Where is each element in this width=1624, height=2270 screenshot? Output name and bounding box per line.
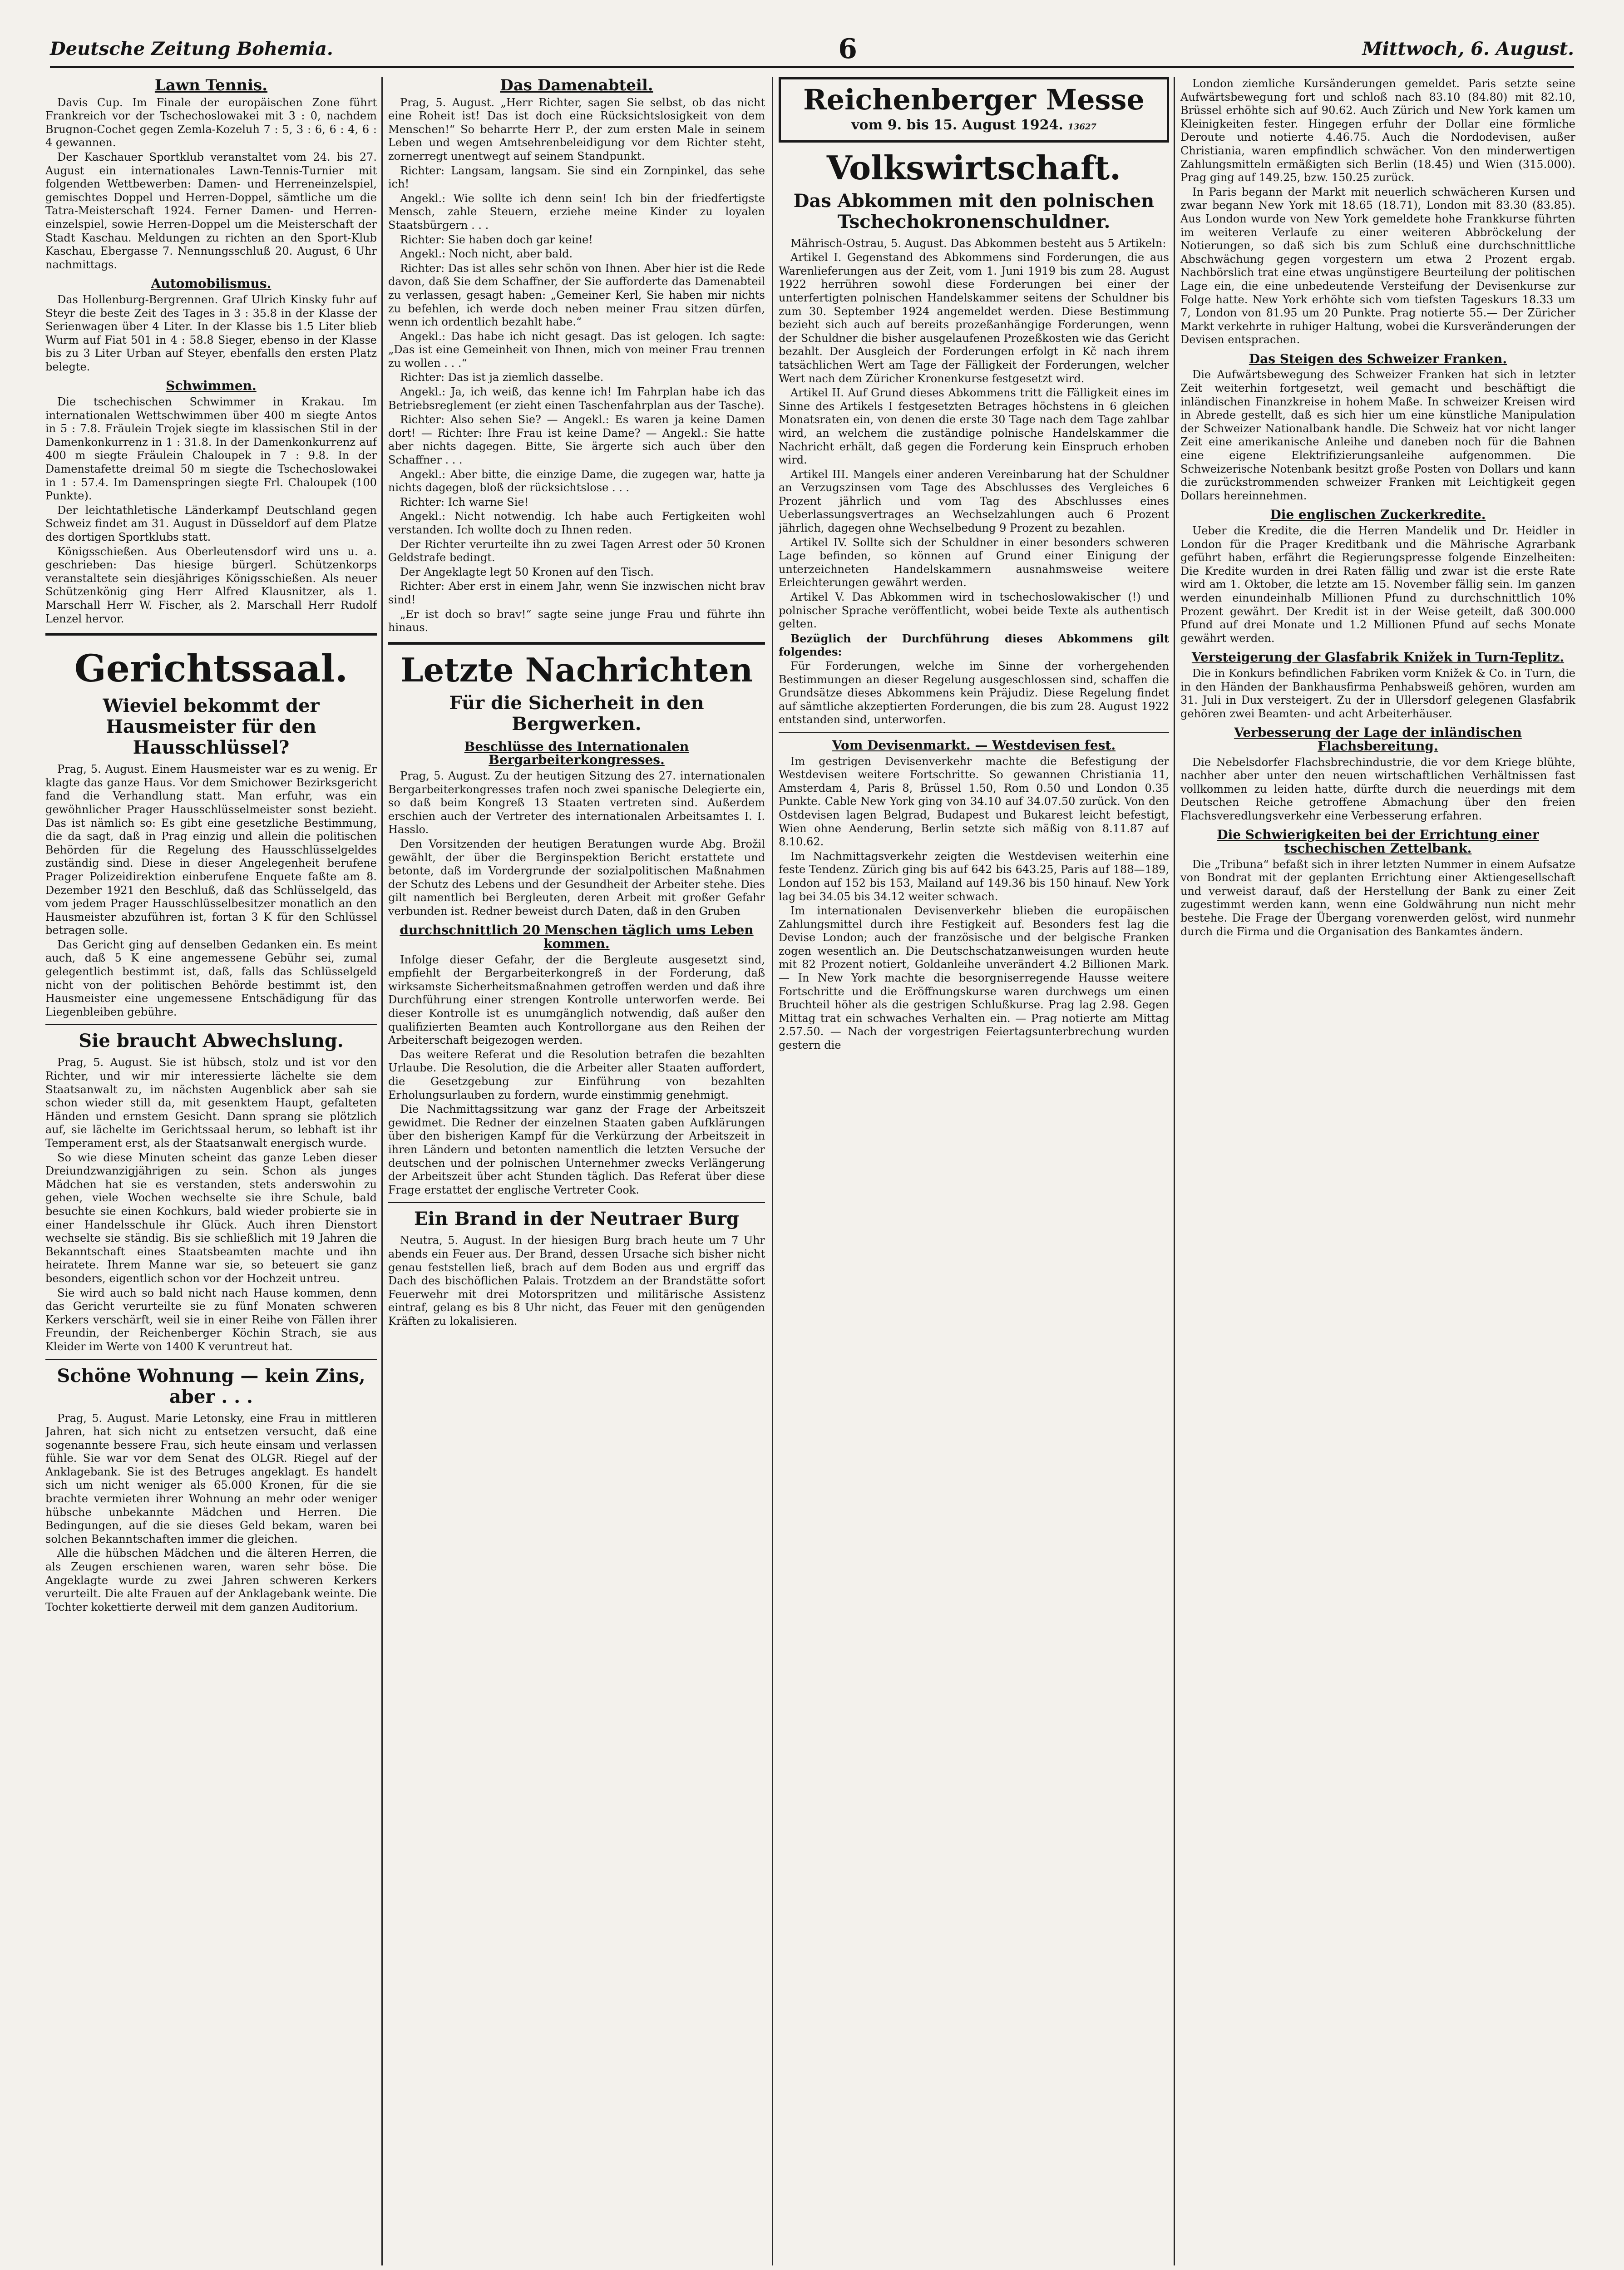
sport-heading: Lawn Tennis.	[154, 77, 268, 94]
article-paragraph: Neutra, 5. August. In der hiesigen Burg brach heute um 7 Uhr abends ein Feuer aus. Der Brand, dessen Ursache sich bisher nicht genau feststellen ließ, brach auf dem Boden aus und ergriff das Dach des bischöflichen Palais. Trotzdem an der Brandstätte sofort Feuerwehr mit drei Motorspritzen und militärische Assistenz eintraf, gelang es bis 8 Uhr nicht, das Feuer mit den genügenden Kräften zu lokalisieren.	[388, 1234, 765, 1327]
article-paragraph: Der leichtathletische Länderkampf Deutschland gegen Schweiz findet am 31. August in Düsseldorf auf dem Platze des dortigen Sportklubs statt.	[45, 503, 377, 543]
article-paragraph: Bezüglich der Durchführung dieses Abkommens gilt folgendes:	[779, 632, 1169, 659]
article-paragraph: Den Vorsitzenden der heutigen Beratungen wurde Abg. Brožil gewählt, der über die Berginspektion Bericht erstattete und betonte, daß im Vordergrunde der sozialpolitischen Maßnahmen der Schutz des Lebens und der Gesundheit der Arbeiter stehe. Dies gilt namentlich bei Bergleuten, deren Arbeit mit großer Gefahr verbunden ist. Redner beweist durch Daten, daß in den Gruben	[388, 837, 765, 918]
article-headline: Wieviel bekommt der Hausmeister für den Hausschlüssel?	[103, 695, 320, 759]
article-paragraph: Prag, 5. August. Einem Hausmeister war es zu wenig. Er klagte das ganze Haus. Vor dem Smichower Bezirksgericht fand die Verhandlung statt. Man erfuhr, was ein gewöhnlicher Prager Hausschlüsselmeister sonst bezieht. Das ist nämlich so: Es gibt eine gesetzliche Bestimmung, die da sagt, daß in Prag einzig und allein die politischen Behörden für die Regelung des Hausschlüsselgeldes zuständig sind. Diese in dieser Angelegenheit berufene Prager Polizeidirektion einberufene Enquete faßte am 8. Dezember 1921 den Beschluß, daß das Schlüsselgeld, das vom jedem Prager Hausschlüsselbesitzer monatlich an den Hausmeister abzuführen ist, fortan 3 K für den Schlüssel betragen solle.	[45, 763, 377, 937]
article-paragraph: Die Aufwärtsbewegung des Schweizer Franken hat sich in letzter Zeit weiterhin fortgesetzt, weil gemacht und beschäftigt die inländischen Finanzkreise in hohem Maße. In schweizer Kreisen wird in Abrede gestellt, daß es sich hier um eine künstliche Manipulation der Schweizer Nationalbank handle. Die Schweiz hat vor nicht langer Zeit eine amerikanische Anleihe und daneben noch für die Bahnen eine eigene Elektrifizierungsanleihe aufgenommen. Die Schweizerische Notenbank besitzt große Posten von Dollars und kann die zurückstrommenden schweizer Franken mit Leichtigkeit gegen Dollars hereinnehmen.	[1180, 368, 1575, 502]
article-divider	[45, 1024, 377, 1025]
section-heading: Automobilismus.	[151, 276, 271, 291]
article-paragraph: Richter: Ich warne Sie!	[400, 495, 529, 508]
article-divider	[45, 1359, 377, 1360]
article-headline: Vom Devisenmarkt. — Westdevisen fest.	[832, 737, 1116, 753]
article-paragraph: Die tschechischen Schwimmer in Krakau. Im internationalen Wettschwimmen über 400 m siegte Antos in 5 : 7.8. Fräulein Trojek siegte im klassischen Stil in der Damenkonkurrenz in 1 : 31.8. In der Damenkonkurrenz auf 400 m siegte Fräulein Chaloupek in 7 : 9.8. In der Damenstafette dreimal 50 m siegte die Tschechoslowakei in 1 : 57.4. Im Damenspringen siegte Frl. Chaloupek (100 Punkte).	[45, 395, 377, 503]
column-rule	[1174, 77, 1175, 2265]
article-headline: Sie braucht Abwechslung.	[79, 1030, 344, 1052]
article-paragraph: Davis Cup. Im Finale der europäischen Zone führt Frankreich vor der Tschechoslowakei mit 3 : 0, nachdem Brugnon-Cochet gegen Zemla-Kozeluh 7 : 5, 3 : 6, 6 : 4, 6 : 4 gewannen.	[45, 96, 377, 149]
article-headline: Ein Brand in der Neutraer Burg	[414, 1208, 740, 1230]
article-paragraph: Artikel IV. Sollte sich der Schuldner in einer besonders schweren Lage befinden, so können auf Grund einer Einigung der unterzeichneten Handelskammern ausnahmsweise weitere Erleichterungen gewährt werden.	[779, 536, 1169, 589]
section-heading: Schwimmen.	[166, 378, 257, 394]
article-paragraph: Die Nebelsdorfer Flachsbrechindustrie, die vor dem Kriege blühte, nachher aber unter den neuen wirtschaftlichen Verhältnissen fast vollkommen zu leiden hatte, dürfte durch die neuerdings mit dem Deutschen Reiche getroffene Abmachung über den freien Flachsveredlungsverkehr eine Verbesserung erfahren.	[1180, 755, 1575, 822]
article-divider	[779, 732, 1169, 733]
article-paragraph: In Paris begann der Markt mit neuerlich schwächeren Kursen und zwar begann New York mit 18.65 (18.71), London mit 83.30 (83.85). Aus London wurde von New York gemeldete hohe Frankkurse führten im weiteren Verlaufe zu einer weiteren Abbröckelung der Notierungen, so daß sich bis zum Schluß eine durchschnittliche Abschwächung gegen vorgestern um etwa 2 Prozent ergab. Nachbörslich trat eine etwas ungünstigere Beurteilung der politischen Lage ein, die eine unbedeutende Versteifung der Devisenkurse zur Folge hatte. New York erhöhte sich vom tiefsten Tageskurs 18.33 um 7, London von 81.95 um 20 Punkte. Prag notierte 55.— Der Züricher Markt verkehrte in ruhiger Haltung, wobei die Kursveränderungen der Devisen entsprachen.	[1180, 185, 1575, 346]
article-paragraph: Das weitere Referat und die Resolution betrafen die bezahlten Urlaube. Die Resolution, die die Arbeiter aller Staaten auffordert, die Gesetzgebung zur Einführung von bezahlten Erholungsurlauben zu fordern, wurde einstimmig genehmigt.	[388, 1048, 765, 1101]
article-paragraph: Im gestrigen Devisenverkehr machte die Befestigung der Westdevisen weitere Fortschritte. So gewannen Christiania 11, Amsterdam 4, Paris 8, Brüssel 1.50, Rom 0.50 und London 0.35 Punkte. Cable New York ging von 34.10 auf 34.07.50 zurück. Von den Ostdevisen lagen Belgrad, Budapest und Bukarest leicht befestigt, Wien ohne Aenderung, Berlin setzte sich mäßig von 8.11.87 auf 8.10.62.	[779, 755, 1169, 849]
latest-news-heading: Letzte Nachrichten	[400, 650, 753, 689]
article-headline: Die Schwierigkeiten bei der Errichtung einer tschechischen Zettelbank.	[1217, 827, 1539, 856]
article-subheadline: Beschlüsse des Internationalen Bergarbeiterkongresses.	[464, 739, 689, 768]
article-headline: Für die Sicherheit in den Bergwerken.	[449, 692, 704, 735]
article-paragraph: Ueber die Kredite, die die Herren Mandelik und Dr. Heidler in London für die Prager Kreditbank und die Mährische Agrarbank geführt haben, erfährt die Regierungspresse folgende Einzelheiten: Die Kredite wurden in drei Raten fällig und zwar ist die erste Rate wird am 1. Oktober, die letzte am 15. November fällig sein. Im ganzen werden einundeinhalb Millionen Pfund zu durchschnittlich 10% Prozent gewährt. Der Kredit ist in der Weise geteilt, daß 300.000 Pfund auf drei Monate und 1.2 Millionen Pfund auf sechs Monate gewährt werden.	[1180, 524, 1575, 645]
article-headline: Das Abkommen mit den polnischen Tschechokronenschuldner.	[793, 190, 1155, 232]
column-rule	[772, 77, 773, 2265]
page-number: 6	[838, 33, 857, 65]
article-paragraph: Sie wird auch so bald nicht nach Hause kommen, denn das Gericht verurteilte sie zu fünf Monaten schweren Kerkers verschärft, weil sie in einer Reihe von Fällen ihrer Freundin, der Reichenberger Köchin Strach, sie aus Kleider im Werte von 1400 K veruntreut hat.	[45, 1286, 377, 1353]
issue-date: Mittwoch, 6. August.	[1362, 38, 1574, 59]
article-paragraph: Die „Tribuna“ befaßt sich in ihrer letzten Nummer in einem Aufsatze von Bondrat mit der geplanten Errichtung einer Aktiengesellschaft und verweist darauf, daß der Herstellung der Bank zu einer Zeit zugestimmt werden kann, wenn eine Goldwährung nun nicht mehr bestehe. Die Frage der Übergang vorenwerden gelöst, wird nunmehr durch die Firma und die Organisation des Bankamtes ändern.	[1180, 858, 1575, 938]
article-paragraph: Das Hollenburg-Bergrennen. Graf Ulrich Kinsky fuhr auf Steyr die beste Zeit des Tages in 3 : 35.8 in der Klasse der Serienwagen über 4 Liter. In der Klasse bis 1.5 Liter blieb Wurm auf Fiat 501 in 4 : 58.8 Sieger, ebenso in der Klasse bis zu 3 Liter Urban auf Steyer, ebenfalls den ersten Platz belegte.	[45, 293, 377, 373]
article-divider	[388, 1202, 765, 1203]
column-1	[45, 77, 377, 2265]
column-2	[388, 77, 765, 2265]
article-paragraph: Der Richter verurteilte ihn zu zwei Tagen Arrest oder 50 Kronen Geldstrafe bedingt.	[388, 538, 765, 564]
article-headline: Die englischen Zuckerkredite.	[1270, 507, 1486, 523]
advertisement-date-text: vom 9. bis 15. August 1924.	[851, 117, 1063, 133]
advertisement-title: Reichenberger Messe	[803, 83, 1145, 116]
article-paragraph: Prag, 5. August. Sie ist hübsch, stolz und ist vor den Richter, und wir mir interessierte lächelte sie dem Staatsanwalt zu, im nächsten Augenblick aber sah sie schon wieder still da, mit gesenktem Haupt, gefalteten Händen und ernstem Gesicht. Dann sprang sie plötzlich auf, sie lächelte im Gerichtssaal herum, so lebhaft ist ihr Temperament erst, als der Staatsanwalt energisch wurde.	[45, 1056, 377, 1150]
article-paragraph: Richter: Also sehen Sie? — Angekl.: Es waren ja keine Damen dort! — Richter: Ihre Frau ist keine Dame? — Angekl.: Sie hatte aber nichts dagegen. Bitte, Sie ärgerte sich auch über den Schaffner . . .	[388, 413, 765, 467]
article-headline: Das Steigen des Schweizer Franken.	[1249, 351, 1507, 366]
article-paragraph: Der Kaschauer Sportklub veranstaltet vom 24. bis 27. August ein internationales Lawn-Tennis-Turnier mit folgenden Wettbewerben: Damen- und Herreneinzelspiel, gemischtes Doppel und Herren-Doppel, sämtliche um die Tatra-Meisterschaft 1924. Ferner Damen- und Herren-einzelspiel, sowie Herren-Doppel um die Meisterschaft der Stadt Kaschau. Meldungen zu richten an den Sport-Klub Kaschau, Ebergasse 7. Nennungsschluß 20. August, 6 Uhr nachmittags.	[45, 150, 377, 271]
article-paragraph: Die Nachmittagssitzung war ganz der Frage der Arbeitszeit gewidmet. Die Redner der einzelnen Staaten gaben Aufklärungen über den bisherigen Kampf für die Verkürzung der Arbeitszeit in ihren Ländern und betonten namentlich die letzten Versuche der deutschen und der polnischen Unternehmer zwecks Verlängerung der Arbeitszeit über acht Stunden täglich. Das Referat über diese Frage erstattet der englische Vertreter Cook.	[388, 1103, 765, 1196]
article-paragraph: Der Angeklagte legt 50 Kronen auf den Tisch.	[400, 565, 654, 578]
article-paragraph: „Er ist doch so brav!“ sagte seine junge Frau und führte ihn hinaus.	[388, 607, 765, 634]
article-paragraph: Artikel I. Gegenstand des Abkommens sind Forderungen, die aus Warenlieferungen aus der Zeit, vom 1. Juni 1919 bis zum 28. August 1922 herrühren sowohl diese Forderungen bei einer der unterfertigten polnischen Handelskammer seitens der Schuldner bis zum 30. September 1924 angemeldet werden. Diese Bestimmung bezieht sich auch auf bereits prozeßanhängige Forderungen, wenn der Schuldner die bisher ausgelaufenen Prozeßkosten wie das Gericht bezahlt. Der Ausgleich der Forderungen erfolgt in Kč nach ihrem tatsächlichen Wert am Tage der Fälligkeit der Forderungen, welcher Wert nach dem Züricher Kronenkurse festgesetzt wird.	[779, 251, 1169, 385]
article-paragraph: Angekl.: Noch nicht, aber bald.	[400, 247, 573, 261]
article-paragraph: So wie diese Minuten scheint das ganze Leben dieser Dreiundzwanzigjährigen zu sein. Schon als junges Mädchen hat sie es verstanden, stets anderswohin zu gehen, viele Wochen wechselte sie ihre Schule, bald besuchte sie einen Kochkurs, bald wieder probierte sie in einer Handelsschule ihr Glück. Auch ihren Dienstort wechselte sie ständig. Bis sie schließlich mit 19 Jahren die Bekanntschaft eines Staatsbeamten machte und ihn heiratete. Ihrem Manne war sie, so beteuert sie ganz besonders, eigentlich schon vor der Hochzeit untreu.	[45, 1151, 377, 1285]
article-headline: Verbesserung der Lage der inländischen Flachsbereitung.	[1234, 725, 1522, 754]
court-heading: Gerichtssaal.	[74, 647, 348, 691]
article-paragraph: Prag, 5. August. Zu der heutigen Sitzung des 27. internationalen Bergarbeiterkongresses trafen noch zwei spanische Delegierte ein, so daß beim Kongreß 13 Staaten vertreten sind. Außerdem erschien auch der Vertreter des internationalen Arbeitsamtes I. I. Hasslo.	[388, 769, 765, 836]
trade-fair-advertisement	[779, 77, 1169, 143]
advertisement-code: 13627	[1068, 122, 1096, 132]
article-paragraph: Für Forderungen, welche im Sinne der vorhergehenden Bestimmungen an dieser Regelung ausgeschlossen sind, schaffen die Grundsätze dieses Abkommens kein Präjudiz. Diese Regelung findet auf sämtliche akzeptierten Forderungen, die bis zum 28. August 1922 entstanden sind, unterworfen.	[779, 660, 1169, 726]
article-paragraph: Richter: Aber erst in einem Jahr, wenn Sie inzwischen nicht brav sind!	[388, 580, 765, 606]
article-paragraph: Richter: Das ist ja ziemlich dasselbe.	[400, 371, 604, 384]
article-headline: Das Damenabteil.	[500, 77, 653, 94]
article-paragraph: Alle die hübschen Mädchen und die älteren Herren, die als Zeugen erschienen waren, waren sehr böse. Die Angeklagte wurde zu zwei Jahren schweren Kerkers verurteilt. Die alte Frauen auf der Anklagebank weinte. Die Tochter kokettierte derweil mit dem ganzen Auditorium.	[45, 1547, 377, 1614]
article-paragraph: Im internationalen Devisenverkehr blieben die europäischen Zahlungsmittel durch ihre Festigkeit auf. Besonders fest lag die Devise London; auch der französische und der belgische Franken zogen wesentlich an. Die Deutschschatzanweisungen wurden heute mit 82 Prozent notiert, Goldanleihe unverändert 4.2 Billionen Mark. — In New York machte die besorgniserregende Hausse weitere Fortschritte und die Eröffnungskurse waren durchwegs um einen Bruchteil höher als die gestrigen Schlußkurse. Prag lag 2.98. Gegen Mittag trat ein schwaches Verhalten ein. — Prag notierte am Mittag 2.57.50. — Nach der vorgestrigen Feiertagsunterbrechung wurden gestern die	[779, 904, 1169, 1052]
article-headline: Schöne Wohnung — kein Zins, aber . . .	[57, 1365, 365, 1407]
section-divider	[45, 633, 377, 636]
article-paragraph: Artikel III. Mangels einer anderen Vereinbarung hat der Schuldner an Verzugszinsen vom Tage des Abschlusses des Vergleiches 6 Prozent jährlich und vom Tag des Abschlusses eines Ueberlassungsvertrages an Wechselzahlungen auch 6 Prozent jährlich, dagegen ohne Wechselbedung 9 Prozent zu bezahlen.	[779, 468, 1169, 535]
article-paragraph: Das Gericht ging auf denselben Gedanken ein. Es meint auch, daß 5 K eine angemessene Gebühr sei, zumal gelegentlich bestimmt ist, daß, falls das Schlüsselgeld nicht von der politischen Behörde bestimmt ist, den Hausmeister eine ungemessene Entschädigung für das Liegenbleiben gebühre.	[45, 938, 377, 1018]
economy-heading: Volkswirtschaft.	[826, 148, 1121, 187]
article-paragraph: Angekl.: Ja, ich weiß, das kenne ich! Im Fahrplan habe ich das Betriebsreglement (er zieht einen Taschenfahrplan aus der Tasche).	[388, 385, 765, 412]
article-paragraph: Mährisch-Ostrau, 5. August. Das Abkommen besteht aus 5 Artikeln:	[790, 237, 1166, 250]
advertisement-dates	[786, 118, 1161, 134]
column-3	[779, 77, 1169, 2265]
article-paragraph: Angekl.: Das habe ich nicht gesagt. Das ist gelogen. Ich sagte: „Das ist eine Gemeinheit von Ihnen, mich von meiner Frau trennen zu wollen . . .“	[388, 330, 765, 370]
article-paragraph: Prag, 5. August. „Herr Richter, sagen Sie selbst, ob das nicht eine Roheit ist! Das ist doch eine Rücksichtslosigkeit von dem Menschen!“ So beharrte Herr P., der zum ersten Male in seinem Leben und wegen Amtsehrenbeleidigung vor dem Richter steht, zornerregt unentwegt auf seinem Standpunkt.	[388, 96, 765, 163]
article-paragraph: London ziemliche Kursänderungen gemeldet. Paris setzte seine Aufwärtsbewegung fort und schloß nach 83.10 (84.80) mit 82.10, Brüssel erhöhte sich auf 90.62. Auch Zürich und New York kamen um Kleinigkeiten fester. Hingegen erfuhr der Dollar eine förmliche Deroute und notierte 4.46.75. Auch die Nordodevisen, außer Christiania, waren empfindlich schwächer. Von den minderwertigen Zahlungsmitteln ermäßigten sich Berlin (18.45) und Wien (315.000). Prag ging auf 149.25, bzw. 150.25 zurück.	[1180, 77, 1575, 184]
article-paragraph: Die in Konkurs befindlichen Fabriken vorm Knižek & Co. in Turn, die in den Händen der Bankhausfirma Penhabsweiß gehören, wurden am 31. Juli in Dux versteigert. Zu der in Ullersdorf gelegenen Glasfabrik gehören zwei Beamten- und acht Arbeiterhäuser.	[1180, 666, 1575, 720]
running-head	[50, 32, 1574, 68]
article-paragraph: Angekl.: Aber bitte, die einzige Dame, die zugegen war, hatte ja nichts dagegen, bloß der rücksichtslose . . .	[388, 468, 765, 494]
article-paragraph: Artikel V. Das Abkommen wird in tschechoslowakischer (!) und polnischer Sprache veröffentlicht, wobei beide Texte als authentisch gelten.	[779, 591, 1169, 631]
article-paragraph: Im Nachmittagsverkehr zeigten die Westdevisen weiterhin eine feste Tendenz. Zürich ging bis auf 642 bis 643.25, Paris auf 188—189, London auf 152 bis 153, Mailand auf 149.36 bis 150 hinauf. New York lag bei 34.05 bis 34.12 weiter schwach.	[779, 849, 1169, 903]
article-paragraph: Richter: Langsam, langsam. Sie sind ein Zornpinkel, das sehe ich!	[388, 164, 765, 191]
column-rule	[381, 77, 383, 2265]
article-paragraph: Königsschießen. Aus Oberleutensdorf wird uns u. a. geschrieben: Das hiesige bürgerl. Schützenkorps veranstaltete sein diesjähriges Königsschießen. Als neuer Schützenkönig ging Herr Alfred Klausnitzer, als 1. Marschall Herr W. Fischer, als 2. Marschall Herr Rudolf Lenzel hervor.	[45, 545, 377, 625]
article-paragraph: Angekl.: Nicht notwendig. Ich habe auch Fertigkeiten wohl verstanden. Ich wollte doch zu Ihnen reden.	[388, 510, 765, 536]
newspaper-name: Deutsche Zeitung Bohemia.	[50, 38, 333, 59]
article-paragraph: Infolge dieser Gefahr, der die Bergleute ausgesetzt sind, empfiehlt der Bergarbeiterkongreß in der Forderung, daß wirksamste Sicherheitsmaßnahmen getroffen werden und daß ihre Durchführung einer strengen Kontrolle unterworfen werde. Bei dieser Kontrolle ist es unumgänglich notwendig, daß außer den qualifizierten Beamten auch Kontrollorgane aus den Reihen der Arbeiterschaft beigezogen werden.	[388, 953, 765, 1047]
article-paragraph: Prag, 5. August. Marie Letonsky, eine Frau in mittleren Jahren, hat sich nicht zu entsetzen versucht, daß eine sogenannte bessere Frau, sich heute einsam und verlassen fühle. Sie war vor dem Senat des OLGR. Riegel auf der Anklagebank. Sie ist des Betruges angeklagt. Es handelt sich um nicht weniger als 65.000 Kronen, für die sie brachte vermieten ihrer Wohnung an mehr oder weniger hübsche unbekannte Mädchen und Herren. Die Bedingungen, auf die sie dieses Geld bekam, waren bei solchen Bekanntschaften immer die gleichen.	[45, 1411, 377, 1545]
article-paragraph: Richter: Sie haben doch gar keine!	[400, 233, 593, 246]
article-emphasis: durchschnittlich 20 Menschen täglich ums Leben kommen.	[400, 923, 754, 952]
article-headline: Versteigerung der Glasfabrik Knižek in Turn-Teplitz.	[1191, 650, 1565, 665]
article-paragraph: Artikel II. Auf Grund dieses Abkommens tritt die Fälligkeit eines im Sinne des Artikels I festgesetzten Betrages höchstens in 6 gleichen Monatsraten ein, von denen die erste 30 Tage nach dem Tage zahlbar wird, an welchem die zuständige polnische Handelskammer die Nachricht erhält, daß gegen die Forderung kein Einspruch erhoben wird.	[779, 386, 1169, 467]
article-paragraph: Angekl.: Wie sollte ich denn sein! Ich bin der friedfertigste Mensch, zahle Steuern, erziehe meine Kinder zu loyalen Staatsbürgern . . .	[388, 192, 765, 232]
section-divider	[388, 642, 765, 645]
column-4	[1180, 77, 1575, 2265]
article-paragraph: Richter: Das ist alles sehr schön von Ihnen. Aber hier ist die Rede davon, daß Sie dem Schaffner, der Sie aufforderte das Damenabteil zu verlassen, gesagt haben: „Gemeiner Kerl, Sie haben mir nichts zu befehlen, ich werde doch neben meiner Frau sitzen dürfen, wenn ich ordentlich bezahlt habe.“	[388, 262, 765, 329]
